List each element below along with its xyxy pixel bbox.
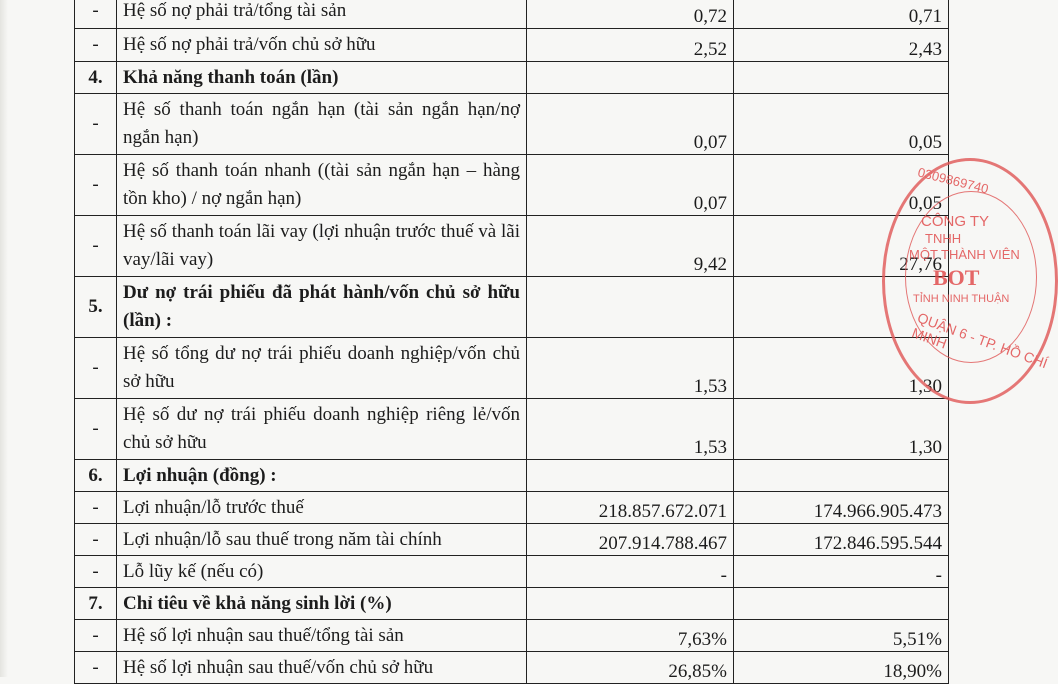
value-col1 — [527, 588, 734, 620]
table-row — [75, 556, 949, 588]
row-label: Hệ số thanh toán ngắn hạn (tài sản ngắn hạn/nợ ngắn hạn) — [117, 94, 527, 155]
section-title: Khả năng thanh toán (lần) — [117, 62, 527, 94]
table-row — [75, 620, 949, 652]
row-index: - — [75, 524, 117, 556]
value-col2: - — [734, 556, 949, 588]
section-number: 4. — [75, 62, 117, 94]
stamp-province: TỈNH NINH THUẬN — [913, 293, 1010, 305]
value-col1: 0,07 — [527, 94, 734, 155]
value-col1: 2,52 — [527, 29, 734, 62]
table-row — [75, 652, 949, 684]
row-label: Lợi nhuận/lỗ trước thuế — [117, 492, 527, 524]
row-index: - — [75, 216, 117, 277]
row-label: Hệ số thanh toán lãi vay (lợi nhuận trước thuế và lãi vay/lãi vay) — [117, 216, 527, 277]
row-label: Hệ số nợ phải trả/tổng tài sản — [117, 0, 527, 29]
value-col2: 1,30 — [734, 399, 949, 460]
row-label: Hệ số lợi nhuận sau thuế/vốn chủ sở hữu — [117, 652, 527, 684]
table-row — [75, 492, 949, 524]
value-col1: 7,63% — [527, 620, 734, 652]
row-index: - — [75, 0, 117, 29]
value-col2: 5,51% — [734, 620, 949, 652]
row-label: Lợi nhuận/lỗ sau thuế trong năm tài chính — [117, 524, 527, 556]
value-col2: 0,71 — [734, 0, 949, 29]
table-row — [75, 94, 949, 155]
value-col1 — [527, 62, 734, 94]
stamp-company-line: TNHH — [925, 231, 962, 246]
section-row — [75, 62, 949, 94]
financial-indicators-table — [74, 0, 949, 684]
value-col1: 207.914.788.467 — [527, 524, 734, 556]
value-col2: 0,05 — [734, 94, 949, 155]
value-col1: - — [527, 556, 734, 588]
row-label: Hệ số dư nợ trái phiếu doanh nghiệp riêng lẻ/vốn chủ sở hữu — [117, 399, 527, 460]
row-index: - — [75, 399, 117, 460]
section-title: Dư nợ trái phiếu đã phát hành/vốn chủ sở hữu (lần) : — [117, 277, 527, 338]
value-col1: 26,85% — [527, 652, 734, 684]
section-title: Chỉ tiêu về khả năng sinh lời (%) — [117, 588, 527, 620]
section-number: 6. — [75, 460, 117, 492]
row-index: - — [75, 338, 117, 399]
value-col1: 218.857.672.071 — [527, 492, 734, 524]
value-col1: 0,72 — [527, 0, 734, 29]
row-label: Hệ số lợi nhuận sau thuế/tổng tài sản — [117, 620, 527, 652]
value-col2: 18,90% — [734, 652, 949, 684]
stamp-company-line: CÔNG TY — [921, 213, 990, 230]
value-col1: 1,53 — [527, 399, 734, 460]
row-index: - — [75, 492, 117, 524]
section-row — [75, 588, 949, 620]
value-col2 — [734, 588, 949, 620]
row-label: Hệ số thanh toán nhanh ((tài sản ngắn hạn – hàng tồn kho) / nợ ngắn hạn) — [117, 155, 527, 216]
row-label: Hệ số nợ phải trả/vốn chủ sở hữu — [117, 29, 527, 62]
company-seal-stamp — [882, 158, 1058, 404]
section-row — [75, 277, 949, 338]
row-label: Lỗ lũy kế (nếu có) — [117, 556, 527, 588]
row-index: - — [75, 29, 117, 62]
table-row — [75, 216, 949, 277]
row-index: - — [75, 620, 117, 652]
stamp-company-name: BOT — [933, 265, 980, 290]
page-edge — [0, 0, 8, 677]
value-col2: 2,43 — [734, 29, 949, 62]
value-col1: 1,53 — [527, 338, 734, 399]
stamp-address: QUẬN 6 - TP. HỒ CHÍ MINH — [909, 309, 1050, 372]
value-col1: 0,07 — [527, 155, 734, 216]
value-col2: 172.846.595.544 — [734, 524, 949, 556]
value-col2: 0,05 — [734, 155, 949, 216]
table-row — [75, 0, 949, 29]
section-row — [75, 460, 949, 492]
value-col1: 9,42 — [527, 216, 734, 277]
table-row — [75, 155, 949, 216]
row-index: - — [75, 155, 117, 216]
value-col1 — [527, 460, 734, 492]
row-index: - — [75, 652, 117, 684]
section-title: Lợi nhuận (đồng) : — [117, 460, 527, 492]
row-index: - — [75, 556, 117, 588]
table-row — [75, 29, 949, 62]
value-col2: 1,30 — [734, 338, 949, 399]
table-row — [75, 399, 949, 460]
table-row — [75, 338, 949, 399]
value-col2: 174.966.905.473 — [734, 492, 949, 524]
value-col2 — [734, 62, 949, 94]
table-row — [75, 524, 949, 556]
row-label: Hệ số tổng dư nợ trái phiếu doanh nghiệp/vốn chủ sở hữu — [117, 338, 527, 399]
value-col1 — [527, 277, 734, 338]
value-col2 — [734, 460, 949, 492]
section-number: 5. — [75, 277, 117, 338]
stamp-company-line: MỘT THÀNH VIÊN — [909, 247, 1020, 262]
section-number: 7. — [75, 588, 117, 620]
value-col2: 27,76 — [734, 216, 949, 277]
row-index: - — [75, 94, 117, 155]
stamp-tax-number: 0309869740 — [916, 164, 991, 197]
